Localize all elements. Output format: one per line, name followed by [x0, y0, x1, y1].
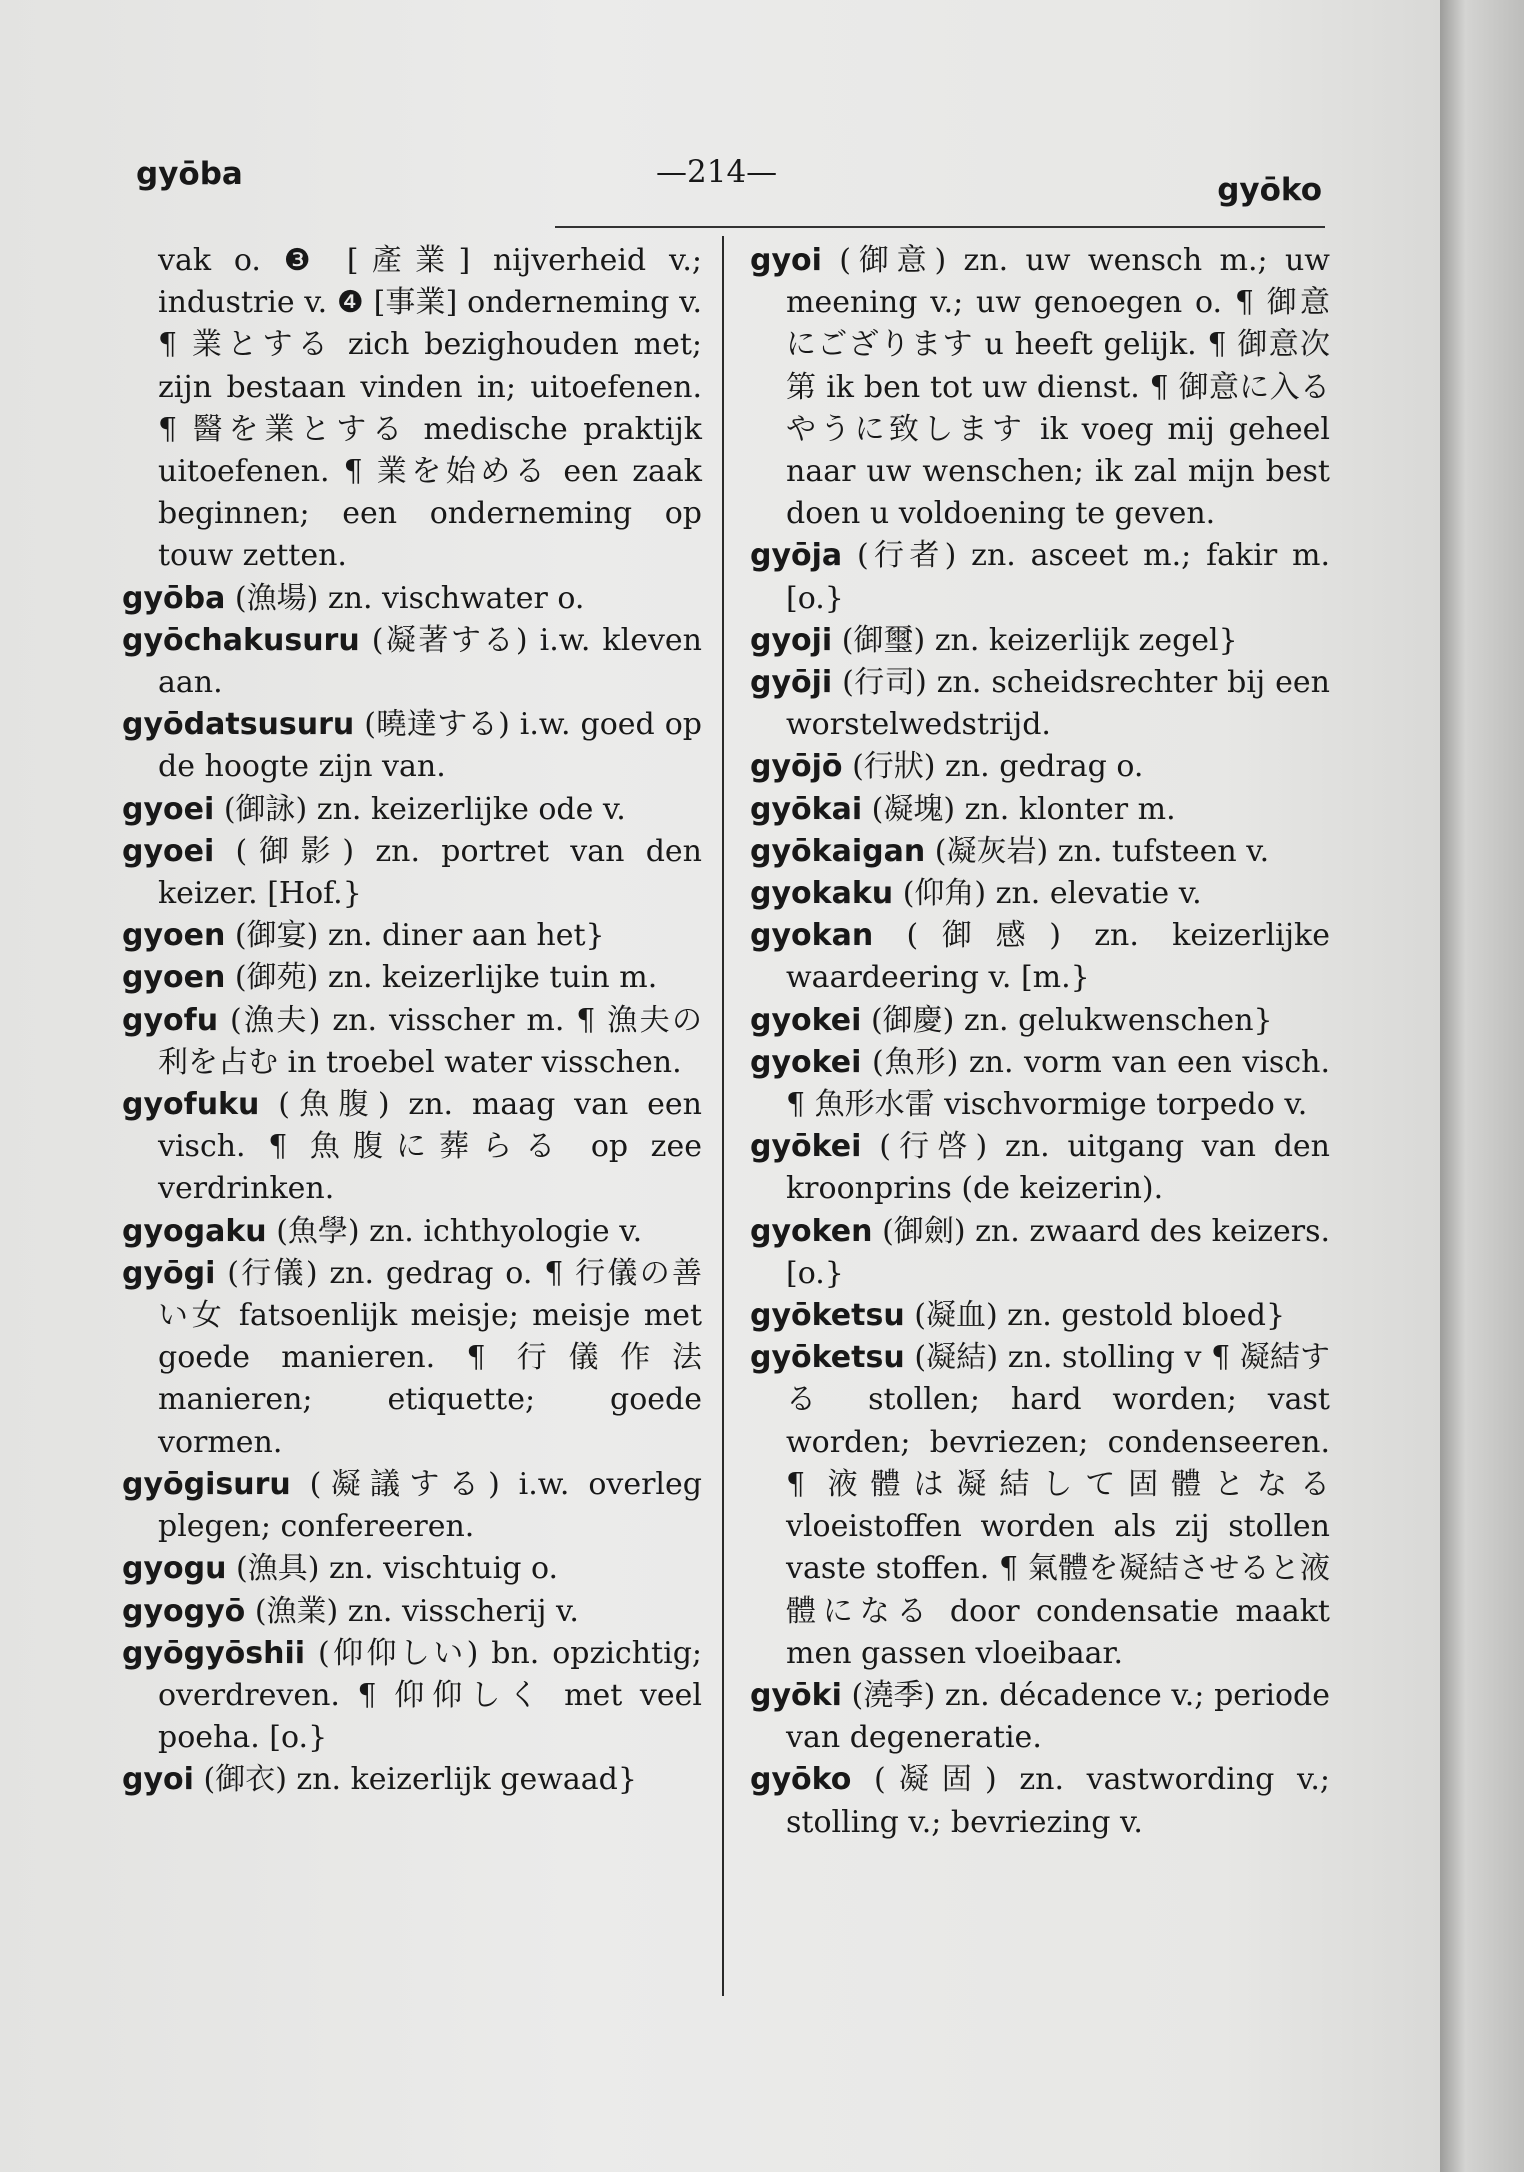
entry-definition: (御意) zn. uw wensch m.; uw meening v.; uw genoegen o. ¶ 御意にござります u heeft gelijk. ¶ 御意次第 ik ben tot uw dienst. ¶ 御意に入るやうに致します ik voeg mij geheel naar uw wenschen; ik zal mijn best doen u voldoening te geven. — [786, 243, 1330, 532]
entry-definition: (行司) zn. scheidsrechter bij een worstelwedstrijd. — [786, 665, 1330, 743]
entry-definition: (行儀) zn. gedrag o. ¶ 行儀の善い女 fatsoenlijk meisje; meisje met goede manieren. ¶ 行儀作法 manieren; etiquette; goede vormen. — [158, 1255, 702, 1460]
right-column — [750, 240, 1330, 1844]
dictionary-entry — [122, 1084, 702, 1211]
entry-headword: gyōketsu — [750, 1298, 905, 1334]
entry-definition: (凝血) zn. gestold bloed} — [914, 1298, 1286, 1334]
dictionary-entry — [750, 1126, 1330, 1210]
entry-headword: gyōgi — [122, 1255, 216, 1291]
entry-definition: (御璽) zn. keizerlijk zegel} — [841, 622, 1238, 658]
dictionary-entry — [122, 1000, 702, 1084]
dictionary-entry — [750, 789, 1330, 831]
header-rule — [555, 226, 1325, 228]
left-guide-word: gyōba — [136, 156, 243, 192]
entry-headword: gyoei — [122, 833, 215, 869]
entry-definition: (凝灰岩) zn. tufsteen v. — [934, 833, 1270, 869]
entry-headword: gyogu — [122, 1551, 227, 1587]
entry-headword: gyōdatsusuru — [122, 707, 355, 743]
entry-definition: (凝塊) zn. klonter m. — [871, 791, 1176, 827]
entry-definition: (御慶) zn. gelukwenschen} — [870, 1002, 1273, 1038]
entry-definition: (凝議する) i.w. overleg plegen; confereeren. — [158, 1466, 702, 1545]
entry-headword: gyōketsu — [750, 1340, 905, 1376]
dictionary-entry — [122, 1633, 702, 1760]
dictionary-entry — [122, 1211, 702, 1253]
dictionary-entry — [750, 1000, 1330, 1042]
dictionary-entry — [122, 789, 702, 831]
entry-headword: gyoi — [750, 243, 822, 278]
entry-headword: gyōkaigan — [750, 833, 926, 869]
entry-headword: gyogaku — [122, 1213, 267, 1249]
entry-definition: (御詠) zn. keizerlijke ode v. — [223, 791, 626, 827]
entry-definition: (漁場) zn. vischwater o. — [234, 580, 585, 616]
entry-definition: (漁具) zn. vischtuig o. — [236, 1551, 559, 1587]
entry-definition: (御宴) zn. diner aan het} — [234, 918, 605, 954]
entry-headword: gyōba — [122, 580, 226, 616]
entry-headword: gyokei — [750, 1044, 862, 1080]
dictionary-entry — [122, 1253, 702, 1464]
dictionary-entry — [750, 915, 1330, 999]
dictionary-entry — [122, 704, 702, 788]
entry-headword: gyōchakusuru — [122, 622, 360, 658]
dictionary-entry — [122, 915, 702, 957]
entry-headword: gyōjō — [750, 749, 843, 785]
entry-definition: (仰仰しい) bn. opzichtig; overdreven. ¶ 仰仰しく met veel poeha. [o.} — [158, 1635, 702, 1756]
entry-headword: gyokei — [750, 1002, 862, 1038]
entry-headword: gyoen — [122, 960, 226, 996]
dictionary-entry — [750, 240, 1330, 535]
dictionary-entry — [750, 620, 1330, 662]
dictionary-entry — [122, 831, 702, 915]
entry-definition: (凝結) zn. stolling v ¶ 凝結する stollen; hard worden; vast worden; bevriezen; condenseeren. ¶ 液體は凝結して固體となる vloeistoffen worden als zij stollen vaste stoffen. ¶ 氣體を凝結させると液體になる door condensatie maakt men gassen vloeibaar. — [786, 1340, 1331, 1671]
entry-definition: (御衣) zn. keizerlijk gewaad} — [203, 1762, 637, 1798]
entry-headword: gyoken — [750, 1213, 873, 1249]
entry-definition: (御感) zn. keizerlijke waardeering v. [m.} — [786, 918, 1330, 996]
entry-headword: gyōki — [750, 1677, 842, 1713]
entry-headword: gyōkei — [750, 1129, 862, 1165]
dictionary-entry — [750, 873, 1330, 915]
entry-definition: (凝固) zn. vastwording v.; stolling v.; bevriezing v. — [786, 1762, 1330, 1840]
dictionary-entry — [122, 1591, 702, 1633]
entry-headword: gyokaku — [750, 876, 894, 912]
entry-headword: gyoen — [122, 918, 226, 954]
dictionary-entry — [750, 535, 1330, 619]
entry-headword: gyōja — [750, 538, 843, 574]
entry-definition: (魚形) zn. vorm van een visch. ¶ 魚形水雷 vischvormige torpedo v. — [786, 1044, 1330, 1123]
entry-definition: (行狀) zn. gedrag o. — [852, 749, 1144, 785]
next-page-edge — [1440, 0, 1524, 2172]
entry-headword: gyoi — [122, 1762, 194, 1798]
dictionary-entry — [750, 662, 1330, 746]
entry-definition: (漁夫) zn. visscher m. ¶ 漁夫の利を占む in troebel water visschen. — [158, 1002, 702, 1080]
entry-definition: (魚學) zn. ichthyologie v. — [276, 1213, 643, 1249]
entry-headword: gyōko — [750, 1762, 852, 1798]
dictionary-entry — [750, 831, 1330, 873]
entry-definition: (魚腹) zn. maag van een visch. ¶ 魚腹に葬らる op zee verdrinken. — [158, 1087, 703, 1207]
entry-headword: gyogyō — [122, 1593, 246, 1629]
dictionary-entry — [122, 1464, 702, 1548]
right-guide-word: gyōko — [1217, 172, 1322, 208]
entry-definition: (仰角) zn. elevatie v. — [902, 876, 1202, 912]
entry-definition: (御苑) zn. keizerlijke tuin m. — [234, 960, 658, 996]
dictionary-entry — [750, 1295, 1330, 1337]
dictionary-entry — [122, 957, 702, 999]
column-divider — [722, 236, 724, 1996]
dictionary-entry — [750, 1337, 1330, 1675]
dictionary-entry — [750, 1211, 1330, 1295]
dictionary-entry — [122, 1548, 702, 1590]
dictionary-entry: vak o. ❸ [產業] nijverheid v.; industrie v. ❹ [事業] onderneming v. ¶ 業とする zich bezighouden met; zijn bestaan vinden in; uitoefenen. ¶ 醫を業とする medische praktijk uitoefenen. ¶ 業を始める een zaak beginnen; een onderneming op touw zetten. — [158, 243, 702, 574]
entry-definition: (澆季) zn. décadence v.; periode van degeneratie. — [786, 1677, 1330, 1756]
left-column — [122, 240, 702, 1802]
dictionary-entry — [750, 1675, 1330, 1759]
dictionary-entry — [750, 746, 1330, 788]
dictionary-entry — [122, 1759, 702, 1801]
entry-definition: (漁業) zn. visscherij v. — [254, 1593, 579, 1629]
dictionary-entry — [122, 620, 702, 704]
entry-headword: gyōkai — [750, 791, 863, 827]
entry-definition: (曉達する) i.w. goed op de hoogte zijn van. — [158, 707, 702, 785]
entry-headword: gyofu — [122, 1002, 219, 1038]
entry-headword: gyōji — [750, 665, 833, 701]
entry-definition: (行者) zn. asceet m.; fakir m. [o.} — [786, 538, 1330, 616]
dictionary-entry — [750, 1042, 1330, 1126]
entry-headword: gyofuku — [122, 1087, 260, 1123]
entry-headword: gyōgisuru — [122, 1466, 291, 1502]
entry-definition: (凝著する) i.w. kleven aan. — [158, 622, 702, 701]
entry-headword: gyokan — [750, 918, 874, 954]
entry-definition: (御劍) zn. zwaard des keizers. [o.} — [786, 1213, 1330, 1291]
dictionary-entry — [122, 578, 702, 620]
dictionary-entry — [750, 1759, 1330, 1843]
page-number: —214— — [656, 154, 778, 190]
entry-headword: gyōgyōshii — [122, 1635, 306, 1671]
entry-definition: (行啓) zn. uitgang van den kroonprins (de keizerin). — [786, 1129, 1330, 1207]
entry-headword: gyoei — [122, 791, 215, 827]
entry-headword: gyoji — [750, 622, 833, 658]
page-header — [136, 150, 1322, 210]
entry-definition: (御影) zn. portret van den keizer. [Hof.} — [158, 833, 702, 912]
